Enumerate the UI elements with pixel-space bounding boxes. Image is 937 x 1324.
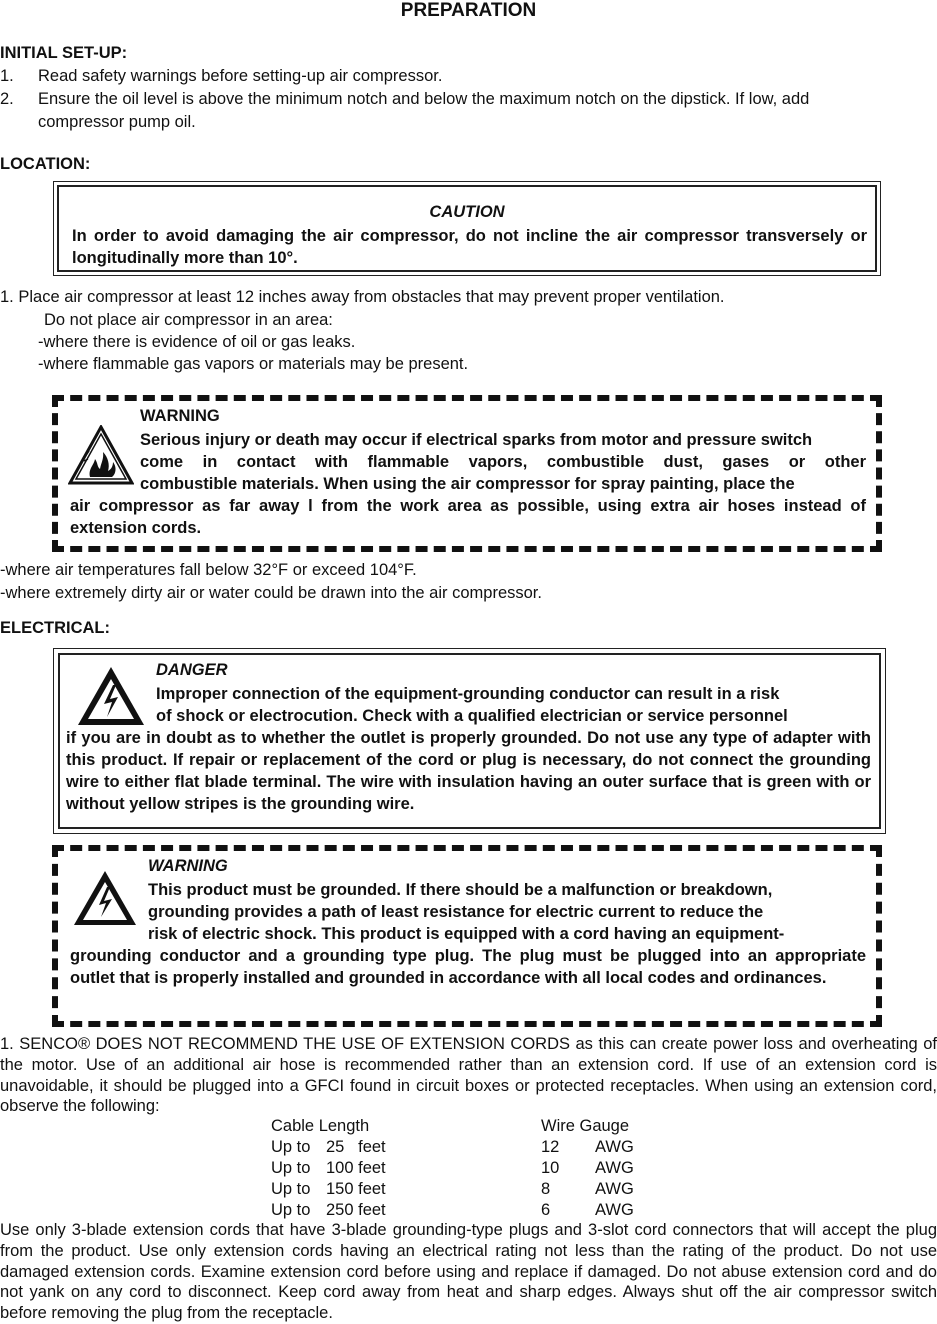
caution-box: [53, 181, 881, 276]
table-cell-unit: AWG: [595, 1138, 634, 1156]
setup-item-2-num: 2.: [0, 90, 14, 108]
caution-text: In order to avoid damaging the air compressor, do not incline the air compressor transversely or longitudinally more than 10°.: [72, 227, 867, 267]
table-cell-length: 150 feet: [326, 1180, 386, 1198]
initial-setup-heading: INITIAL SET-UP:: [0, 44, 128, 62]
table-cell-prefix: Up to: [271, 1138, 311, 1156]
table-cell-prefix: Up to: [271, 1201, 311, 1219]
ground-warning-box: [52, 845, 882, 1027]
ground-warning-title: WARNING: [148, 857, 228, 875]
caution-title: CAUTION: [429, 203, 505, 221]
table-cell-gauge: 8: [541, 1180, 551, 1198]
table-cell-gauge: 6: [541, 1201, 551, 1219]
fire-hazard-icon: [68, 425, 134, 485]
location-sub-2: -where there is evidence of oil or gas leaks.: [38, 333, 356, 351]
table-cell-unit: AWG: [595, 1180, 634, 1198]
table-cell-length: 250 feet: [326, 1201, 386, 1219]
fire-warning-rest: air compressor as far away l from the work area as possible, using extra air hoses instead of extension cords.: [70, 497, 866, 537]
table-cell-unit: AWG: [595, 1159, 634, 1177]
table-cell-gauge: 12: [541, 1138, 560, 1156]
fire-warning-line-1: Serious injury or death may occur if electrical sparks from motor and pressure switch: [140, 431, 813, 449]
setup-item-1-text: Read safety warnings before setting-up air compressor.: [38, 67, 443, 85]
danger-title: DANGER: [156, 661, 228, 679]
electric-shock-icon: [72, 869, 138, 927]
location-sub-1: Do not place air compressor in an area:: [44, 311, 333, 329]
table-cell-length: 25 feet: [326, 1138, 386, 1156]
location-after-1: -where air temperatures fall below 32°F or exceed 104°F.: [0, 561, 417, 579]
page-title: PREPARATION: [400, 0, 537, 21]
ground-warning-line-2: grounding provides a path of least resistance for electric current to reduce the: [148, 903, 764, 921]
fire-warning-line-2: come in contact with flammable vapors, combustible dust, gases or other: [140, 453, 866, 471]
setup-item-2-text: Ensure the oil level is above the minimum notch and below the maximum notch on the dipstick. If low, add: [38, 90, 810, 108]
location-item-1: 1. Place air compressor at least 12 inches away from obstacles that may prevent proper ventilation.: [0, 288, 725, 306]
danger-rest: if you are in doubt as to whether the outlet is properly grounded. Do not use any type of adapter with this product. If repair or replacement of the cord or plug is necessary, do not connect the grounding wire to either flat blade terminal. The wire with insulation having an outer surface that is green with or without yellow stripes is the grounding wire.: [66, 729, 871, 813]
table-header-cable-length: Cable Length: [271, 1117, 370, 1135]
ground-warning-line-3: risk of electric shock. This product is equipped with a cord having an equipment-: [148, 925, 785, 943]
fire-warning-line-3: combustible materials. When using the air compressor for spray painting, place the: [140, 475, 795, 493]
danger-line-1: Improper connection of the equipment-grounding conductor can result in a risk: [156, 685, 780, 703]
ground-warning-rest: grounding conductor and a grounding type plug. The plug must be plugged into an appropriate outlet that is properly installed and grounded in accordance with all local codes and ordinances.: [70, 947, 866, 987]
table-cell-gauge: 10: [541, 1159, 560, 1177]
danger-line-2: of shock or electrocution. Check with a qualified electrician or service personnel: [156, 707, 788, 725]
location-heading: LOCATION:: [0, 155, 91, 173]
table-cell-prefix: Up to: [271, 1159, 311, 1177]
table-header-wire-gauge: Wire Gauge: [541, 1117, 630, 1135]
ground-warning-line-1: This product must be grounded. If there should be a malfunction or breakdown,: [148, 881, 773, 899]
table-cell-length: 100 feet: [326, 1159, 386, 1177]
location-sub-3: -where flammable gas vapors or materials may be present.: [38, 355, 469, 373]
table-cell-unit: AWG: [595, 1201, 634, 1219]
extension-cord-paragraph: 1. SENCO® DOES NOT RECOMMEND THE USE OF EXTENSION CORDS as this can create power loss and overheating of the motor. Use of an additional air hose is recommended rather than an extension cord. If use of an extension cord is unavoidable, it should be plugged into a GFCI found in circuit boxes or protected receptacles. When using an extension cord, observe the following:: [0, 1035, 937, 1116]
location-after-2: -where extremely dirty air or water could be drawn into the air compressor.: [0, 584, 542, 602]
table-cell-prefix: Up to: [271, 1180, 311, 1198]
electrical-heading: ELECTRICAL:: [0, 619, 110, 637]
fire-warning-box: [52, 395, 882, 552]
setup-item-2-cont: compressor pump oil.: [38, 113, 196, 131]
fire-warning-title: WARNING: [140, 407, 220, 425]
extension-cord-rules-paragraph: Use only 3-blade extension cords that have 3-blade grounding-type plugs and 3-slot cord connectors that will accept the plug from the product. Use only extension cords having an electrical rating not less than the rating of the product. Do not use damaged extension cords. Examine extension cord before using and replace if damaged. Do not abuse extension cord and do not yank on any cord to disconnect. Keep cord away from heat and sharp edges. Always shut off the air compressor switch before removing the plug from the receptacle.: [0, 1221, 937, 1323]
danger-box: [53, 648, 886, 834]
electric-shock-icon: [76, 665, 146, 727]
setup-item-1-num: 1.: [0, 67, 14, 85]
